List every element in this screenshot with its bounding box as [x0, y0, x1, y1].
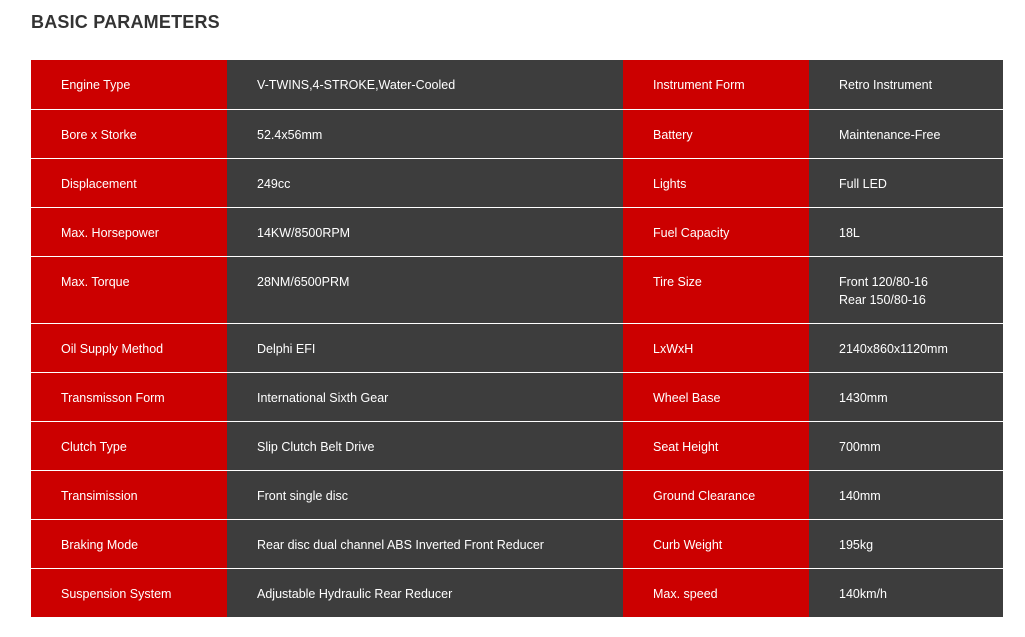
- param-label: Transimission: [31, 470, 227, 519]
- param-label: Tire Size: [623, 256, 809, 323]
- param-value: 28NM/6500PRM: [227, 256, 623, 323]
- table-row: [31, 158, 1003, 207]
- param-value: 2140x860x1120mm: [809, 323, 1003, 372]
- param-value: Full LED: [809, 158, 1003, 207]
- param-value: 1430mm: [809, 372, 1003, 421]
- param-value: Slip Clutch Belt Drive: [227, 421, 623, 470]
- param-value: Front single disc: [227, 470, 623, 519]
- table-row: [31, 109, 1003, 158]
- param-value: Rear disc dual channel ABS Inverted Front Reducer: [227, 519, 623, 568]
- param-label: Displacement: [31, 158, 227, 207]
- table-row: [31, 256, 1003, 323]
- table-row: [31, 372, 1003, 421]
- param-value: 52.4x56mm: [227, 109, 623, 158]
- param-label: Clutch Type: [31, 421, 227, 470]
- param-value: 140mm: [809, 470, 1003, 519]
- param-value: Adjustable Hydraulic Rear Reducer: [227, 568, 623, 617]
- param-label: Wheel Base: [623, 372, 809, 421]
- tire-size-front: Front 120/80-16: [839, 274, 928, 289]
- param-label: Fuel Capacity: [623, 207, 809, 256]
- param-label: Suspension System: [31, 568, 227, 617]
- param-value: 249cc: [227, 158, 623, 207]
- param-value: Retro Instrument: [809, 60, 1003, 109]
- page-title: BASIC PARAMETERS: [31, 12, 220, 32]
- param-label: Lights: [623, 158, 809, 207]
- table-row: [31, 568, 1003, 617]
- param-value: V-TWINS,4-STROKE,Water-Cooled: [227, 60, 623, 109]
- param-label: LxWxH: [623, 323, 809, 372]
- table-row: [31, 323, 1003, 372]
- table-row: [31, 60, 1003, 109]
- table-row: [31, 207, 1003, 256]
- param-label: Battery: [623, 109, 809, 158]
- param-label: Bore x Storke: [31, 109, 227, 158]
- param-label: Seat Height: [623, 421, 809, 470]
- param-value: 140km/h: [809, 568, 1003, 617]
- param-label: Engine Type: [31, 60, 227, 109]
- param-label: Curb Weight: [623, 519, 809, 568]
- param-value: 14KW/8500RPM: [227, 207, 623, 256]
- param-value: 700mm: [809, 421, 1003, 470]
- param-value-multiline: [809, 256, 1003, 323]
- param-label: Max. Torque: [31, 256, 227, 323]
- param-label: Transmisson Form: [31, 372, 227, 421]
- param-value: 195kg: [809, 519, 1003, 568]
- param-value: Delphi EFI: [227, 323, 623, 372]
- table-row: [31, 519, 1003, 568]
- param-label: Instrument Form: [623, 60, 809, 109]
- param-label: Ground Clearance: [623, 470, 809, 519]
- param-value: 18L: [809, 207, 1003, 256]
- param-label: Max. Horsepower: [31, 207, 227, 256]
- param-label: Oil Supply Method: [31, 323, 227, 372]
- parameters-table: [31, 60, 1003, 617]
- param-label: Braking Mode: [31, 519, 227, 568]
- param-label: Max. speed: [623, 568, 809, 617]
- param-value: Maintenance-Free: [809, 109, 1003, 158]
- table-row: [31, 470, 1003, 519]
- tire-size-rear: Rear 150/80-16: [839, 292, 926, 307]
- table-row: [31, 421, 1003, 470]
- param-value: International Sixth Gear: [227, 372, 623, 421]
